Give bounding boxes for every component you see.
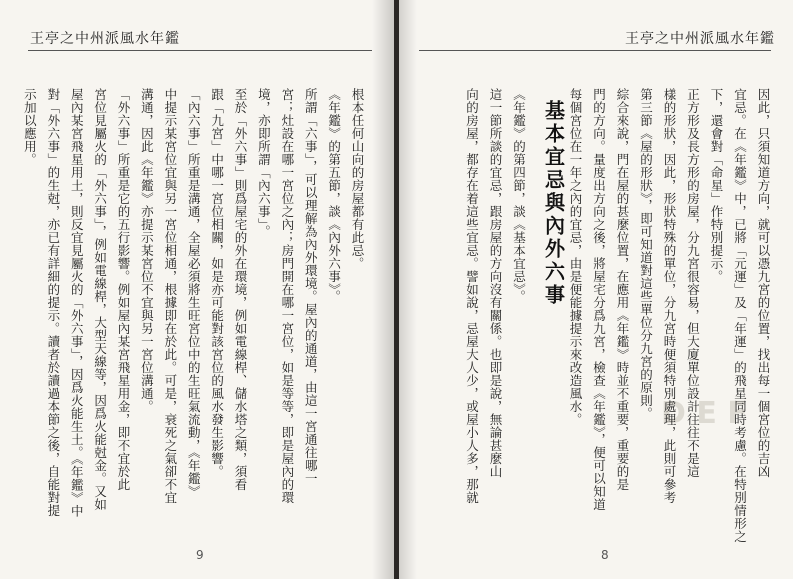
text-column: 綜合來說，門在屋的甚麼位置，在應用《年鑑》時並不重要，重要的是	[615, 88, 630, 491]
right-page-number: 8	[601, 548, 609, 562]
right-header-rule	[419, 50, 771, 51]
text-column: 跟「九宮」中哪一宮位相關，如是亦可能對該宮位的風水發生影響。	[209, 88, 225, 478]
text-column: 下，還會對「命星」作特別提示。	[709, 88, 724, 283]
text-column: 所謂「六事」，可以理解為內外環境。屋內的通道，由這一宮通往哪一	[303, 88, 319, 485]
section-title: 基本宜忌與內外六事	[541, 100, 566, 307]
left-header-rule	[28, 50, 372, 51]
text-column: 對「外六事」的生尅，亦已有詳細的提示。讀者於讀過本節之後，自能對提	[45, 88, 61, 517]
left-page-number: 9	[196, 548, 204, 562]
text-column: 門的方向。量度出方向之後，將屋宅分爲九宮，檢查《年鑑》，便可以知道	[591, 88, 607, 511]
text-column: 正方形及長方形的房屋，分九宮很容易，但大廈單位設計往往不是這	[685, 88, 701, 478]
text-column: 因此，只須知道方向，就可以憑九宮的位置，找出每一個宮位的吉凶	[756, 88, 771, 478]
text-column: 屋內某宮飛星用土，則反宜見屬火的「外六事」，因爲火能生土。《年鑑》中	[69, 88, 85, 518]
text-column: 「外六事」所重是它的五行影響。例如屋內某宮飛星用金，即不宜於此	[116, 88, 131, 491]
text-column: 溝通，因此《年鑑》亦提示某宮位不宜與另一宮位溝通。	[139, 88, 155, 413]
text-column: 第三節《屋的形狀》，即可知道對這些單位分九宮的原則。	[638, 88, 654, 420]
right-running-header: 王亭之中州派風水年鑑	[625, 31, 775, 47]
text-column: 向的房屋，都存在着這些宜忌。譬如說，忌屋大人少，或屋小人多，那就	[464, 88, 480, 504]
text-column: 這一節所談的宜忌，跟房屋的方向沒有關係。也即是說，無論甚麼山	[488, 88, 503, 478]
right-page	[399, 0, 793, 579]
text-column: 示加以應用。	[22, 88, 38, 166]
right-gutter-shadow	[399, 0, 417, 579]
text-column: 境，亦即所謂「內六事」。	[256, 88, 272, 238]
show-through-mark: D E F	[661, 396, 748, 431]
text-column: 宮；灶設在哪一宮位之內；房門開在哪一宮位，如是等等，即是屋內的環	[279, 88, 295, 504]
text-column: 每個宮位在一年之內的宜忌，由是便能據提示來改造風水。	[568, 88, 583, 426]
text-column: 樣的形狀，因此，形狀特殊的單位，分九宮時便須特別處理，此則可參考	[662, 88, 677, 504]
text-column: 《年鑑》的第五節，談《內外六事》。	[326, 88, 342, 303]
left-gutter-shadow	[372, 0, 394, 579]
text-column: 至於「外六事」則爲屋宅的外在環境，例如電線桿、儲水塔之類，須看	[233, 88, 248, 491]
left-running-header: 王亭之中州派風水年鑑	[30, 31, 180, 47]
text-column: 《年鑑》的第四節，談《基本宜忌》。	[511, 88, 527, 303]
text-column: 宮位見屬火的「外六事」，例如電線桿，大型天線等，因爲火能尅金。又如	[92, 88, 108, 511]
text-column: 根本任何山向的房屋都有此忌。	[350, 88, 365, 270]
text-column: 宜忌。在《年鑑》中，已將「元運」及「年運」的飛星同時考慮。在特別情形之	[732, 88, 748, 543]
left-page	[0, 0, 394, 579]
text-column: 中提示某宮位宜與另一宮位相通，根據即在於此。可是，衰死之氣卻不宜	[162, 88, 178, 504]
text-column: 「內六事」所重是溝通，全屋必須將生旺宮位中的生旺氣流動，《年鑑》	[186, 88, 202, 498]
